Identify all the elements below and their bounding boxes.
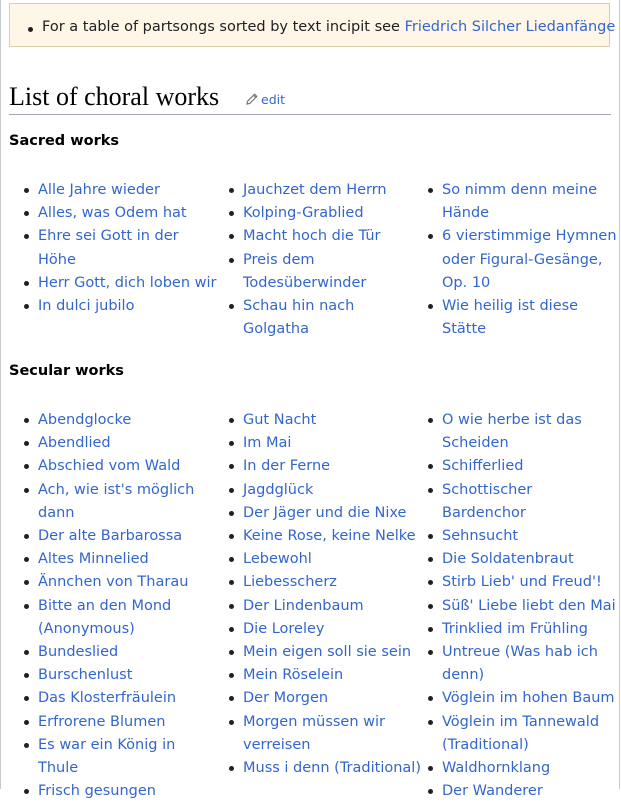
hatnote-text: For a table of partsongs sorted by text incipit see [42,19,405,35]
list-item [442,548,620,571]
list-item [442,618,620,641]
work-link[interactable]: Preis dem Todesüberwinder [243,251,367,291]
work-link[interactable]: Sehnsucht [442,528,519,545]
sacred-column-1 [38,179,218,318]
work-link[interactable]: Schau hin nach Golgatha [243,298,355,338]
list-item [38,409,218,432]
list-item [442,711,620,757]
list-item [243,641,423,664]
work-link[interactable]: Erfrorene Blumen [38,713,166,730]
list-item [38,295,218,318]
work-link[interactable]: Jauchzet dem Herrn [243,182,387,198]
work-link[interactable]: Herr Gott, dich loben wir [38,274,217,291]
work-link[interactable]: Der Wanderer [442,783,543,800]
list-item [243,202,423,225]
work-link[interactable]: 6 vierstimmige Hymnen oder Figural-Gesänge, Op. 10 [442,228,617,291]
section-title: List of choral works [9,82,220,111]
work-link[interactable]: So nimm denn meine Hände [442,182,598,222]
list-item [243,595,423,618]
work-link[interactable]: Die Soldatenbraut [442,551,574,568]
edit-section[interactable] [245,92,285,107]
work-link[interactable]: Ännchen von Tharau [38,574,189,591]
work-link[interactable]: Alles, was Odem hat [38,205,187,222]
list-item [38,479,218,525]
secular-column-2 [243,409,423,780]
list-item [442,225,620,295]
list-item [38,641,218,664]
work-link[interactable]: Keine Rose, keine Nelke [243,528,416,545]
list-item [442,687,620,710]
list-item [442,641,620,687]
list-item [442,179,620,225]
list-item [38,202,218,225]
work-link[interactable]: Jagdglück [243,481,314,498]
list-item [38,432,218,455]
work-link[interactable]: Vöglein im hohen Baum [442,690,615,707]
list-item [38,272,218,295]
hatnote-item [42,19,615,35]
work-link[interactable]: Liebesscherz [243,574,337,591]
work-link[interactable]: Der Lindenbaum [243,597,364,614]
list-item [442,595,620,618]
pencil-icon [245,92,259,106]
edit-link[interactable]: edit [261,92,285,107]
work-link[interactable]: Altes Minnelied [38,551,149,568]
work-link[interactable]: Vöglein im Tannewald (Traditional) [442,713,600,753]
list-item [442,479,620,525]
list-item [243,455,423,478]
work-link[interactable]: Morgen müssen wir verreisen [243,713,386,753]
list-item [442,571,620,594]
work-link[interactable]: Im Mai [243,435,292,452]
work-link[interactable]: Untreue (Was hab ich denn) [442,644,598,684]
work-link[interactable]: Ach, wie ist's möglich dann [38,481,195,521]
list-item [442,455,620,478]
list-item [243,618,423,641]
list-item [38,179,218,202]
work-link[interactable]: Abendglocke [38,412,132,428]
list-item [38,595,218,641]
work-link[interactable]: Macht hoch die Tür [243,228,381,245]
work-link[interactable]: Der alte Barbarossa [38,528,183,545]
list-item [38,780,218,803]
work-link[interactable]: Es war ein König in Thule [38,736,176,777]
list-item [243,225,423,248]
work-link[interactable]: Mein Röselein [243,667,344,684]
section-heading [9,80,611,115]
secular-column-1 [38,409,218,803]
list-item [243,525,423,548]
list-item [243,571,423,594]
work-link[interactable]: Der Jäger und die Nixe [243,504,407,521]
work-link[interactable]: Schifferlied [442,458,524,475]
work-link[interactable]: O wie herbe ist das Scheiden [442,412,582,452]
work-link[interactable]: Mein eigen soll sie sein [243,644,412,661]
list-item [442,525,620,548]
list-item [38,664,218,687]
sacred-column-3 [442,179,620,341]
list-item [38,711,218,734]
work-link[interactable]: Burschenlust [38,667,133,684]
work-link[interactable]: Süß' Liebe liebt den Mai [442,597,616,614]
sacred-works-heading: Sacred works [9,133,120,149]
list-item [38,525,218,548]
list-item [38,734,218,780]
list-item [38,687,218,710]
work-link[interactable]: Lebewohl [243,551,312,568]
list-item [38,571,218,594]
work-link[interactable]: Muss i denn (Traditional) [243,760,421,777]
sacred-column-2 [243,179,423,341]
list-item [243,409,423,432]
list-item [243,502,423,525]
secular-works-heading: Secular works [9,363,124,379]
list-item [243,295,423,341]
list-item [243,249,423,295]
list-item [243,479,423,502]
work-link[interactable]: Ehre sei Gott in der Höhe [38,228,179,268]
work-link[interactable]: Der Morgen [243,690,329,707]
work-link[interactable]: Stirb Lieb' und Freud'! [442,574,602,591]
work-link[interactable]: Gut Nacht [243,412,317,428]
list-item [442,409,620,455]
work-link[interactable]: Bundeslied [38,644,119,661]
work-link[interactable]: Waldhornklang [442,760,551,777]
work-link[interactable]: Die Loreley [243,620,325,637]
list-item [243,179,423,202]
work-link[interactable]: In der Ferne [243,458,331,475]
list-item [243,432,423,455]
page-border-left [0,0,1,789]
work-link[interactable]: In dulci jubilo [38,298,135,315]
work-link[interactable]: Kolping-Grablied [243,205,364,222]
work-link[interactable]: Frisch gesungen [38,783,156,800]
list-item [243,548,423,571]
secular-column-3 [442,409,620,803]
work-link[interactable]: Schottischer Bardenchor [442,481,533,521]
liedanfaenge-link[interactable]: Friedrich Silcher Liedanfänge [404,19,616,35]
work-link[interactable]: Trinklied im Frühling [442,620,588,637]
work-link[interactable]: Bitte an den Mond (Anonymous) [38,597,172,637]
list-item [442,780,620,803]
hatnote-box [9,3,616,47]
list-item [38,225,218,271]
list-item [38,548,218,571]
work-link[interactable]: Wie heilig ist diese Stätte [442,298,579,338]
list-item [243,711,423,757]
list-item [243,757,423,780]
work-link[interactable]: Abendlied [38,435,111,452]
work-link[interactable]: Das Klosterfräulein [38,690,177,707]
work-link[interactable]: Alle Jahre wieder [38,182,160,198]
list-item [442,757,620,780]
list-item [243,664,423,687]
list-item [243,687,423,710]
work-link[interactable]: Abschied vom Wald [38,458,181,475]
list-item [442,295,620,341]
list-item [38,455,218,478]
